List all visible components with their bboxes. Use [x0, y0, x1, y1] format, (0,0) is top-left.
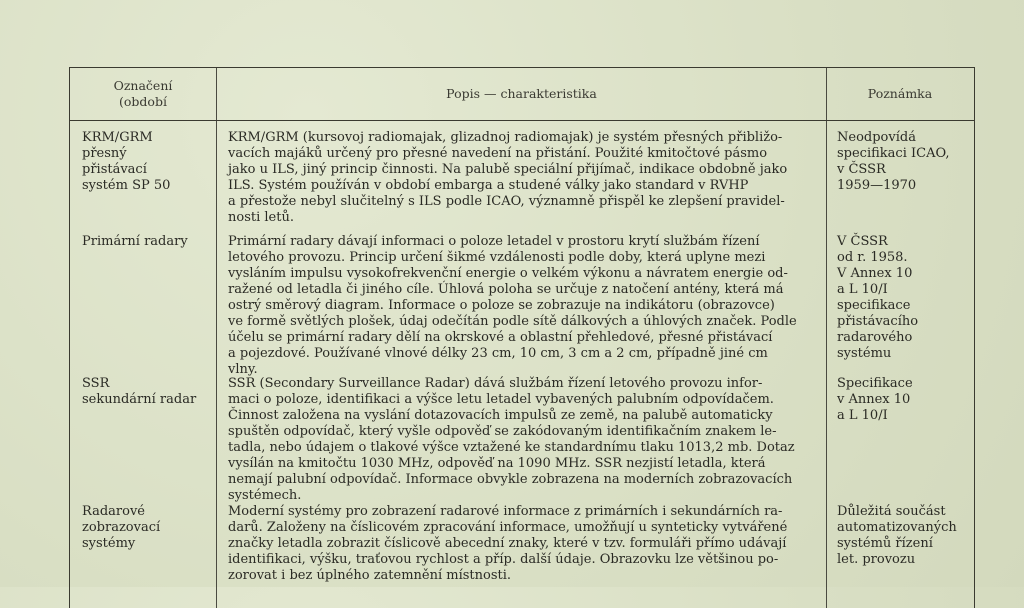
header-designation: [70, 68, 216, 120]
row-description: Primární radary dávají informaci o poloze letadel v prostoru krytí službám řízení letového provozu. Princip určení šikmé vzdálenosti podle doby, která uplyne mezi vysláním impulsu vysokofrekvenční energie o velkém výkonu a návratem energie od- ražené od letadla či jiného cíle. Úhlová poloha se určuje z natočení antény, která má ostrý směrový diagram. Informace o poloze se zobrazuje na indikátoru (obrazovce) ve formě světlých plošek, údaj odečítán podle sítě dálkových a úhlových značek. Podle účelu se primární radary dělí na okrskové a oblastní přehledové, přesné přistávací a pojezdové. Používané vlnové délky 23 cm, 10 cm, 3 cm a 2 cm, případně jiné cm vlny.: [228, 234, 797, 377]
row-description: KRM/GRM (kursovoj radiomajak, glizadnoj radiomajak) je systém přesných přibližo- vacích majáků určený pro přesné navedení na přistání. Použité kmitočtové pásmo jako u ILS, jiný princip činnosti. Na palubě speciální přijímač, indikace obdobně jako ILS. Systém používán v období embarga a studené války jako standard v RVHP a přestože nebyl slučitelný s ILS podle ICAO, významně přispěl ke zlepšení pravidel- nosti letů.: [228, 130, 788, 225]
row-note: Specifikace v Annex 10 a L 10/I: [837, 376, 913, 423]
row-description: Moderní systémy pro zobrazení radarové informace z primárních i sekundárních ra- darů. Založeny na číslicovém zpracování informace, umožňují u synteticky vytvářené značky letadla zobrazit číslicově abecední znaky, které v tzv. formuláři přímo udávají identifikaci, výšku, traťovou rychlost a příp. další údaje. Obrazovku lze většinou po- zorovat i bez úplného zatemnění místnosti.: [228, 504, 788, 583]
row-note: Neodpovídá specifikaci ICAO, v ČSSR 1959—1970: [837, 130, 950, 193]
data-table: [69, 67, 975, 608]
row-note: Důležitá součást automatizovaných systémů řízení let. provozu: [837, 504, 957, 567]
row-designation: KRM/GRM přesný přistávací systém SP 50: [82, 130, 171, 193]
row-designation: Primární radary: [82, 234, 188, 249]
header-description: [217, 68, 826, 120]
header-description-text: Popis — charakteristika: [446, 86, 597, 101]
column-divider-2: [826, 68, 827, 608]
header-note-text: Poznámka: [867, 86, 933, 101]
column-divider-1: [216, 68, 217, 608]
header-note: [827, 68, 973, 120]
header-divider: [70, 120, 974, 121]
row-designation: Radarové zobrazovací systémy: [82, 504, 161, 551]
row-designation: SSR sekundární radar: [82, 376, 197, 407]
row-note: V ČSSR od r. 1958. V Annex 10 a L 10/I specifikace přistávacího radarového systému: [837, 234, 919, 361]
header-designation-text: Označení (období: [113, 78, 173, 109]
row-description: SSR (Secondary Surveillance Radar) dává službám řízení letového provozu infor- maci o poloze, identifikaci a výšce letu letadel vybavených palubním odpovídačem. Činnost založena na vyslání dotazovacích impulsů ze země, na palubě automaticky spuštěn odpovídač, který vyšle odpověď se zakódovaným identifikačním znakem le- tadla, nebo údajem o tlakové výšce vztažené ke standardnímu tlaku 1013,2 mb. Dotaz vysílán na kmitočtu 1030 MHz, odpověď na 1090 MHz. SSR nezjistí letadla, která nemají palubní odpovídač. Informace obvykle zobrazena na moderních zobrazovacích systémech.: [228, 376, 795, 503]
